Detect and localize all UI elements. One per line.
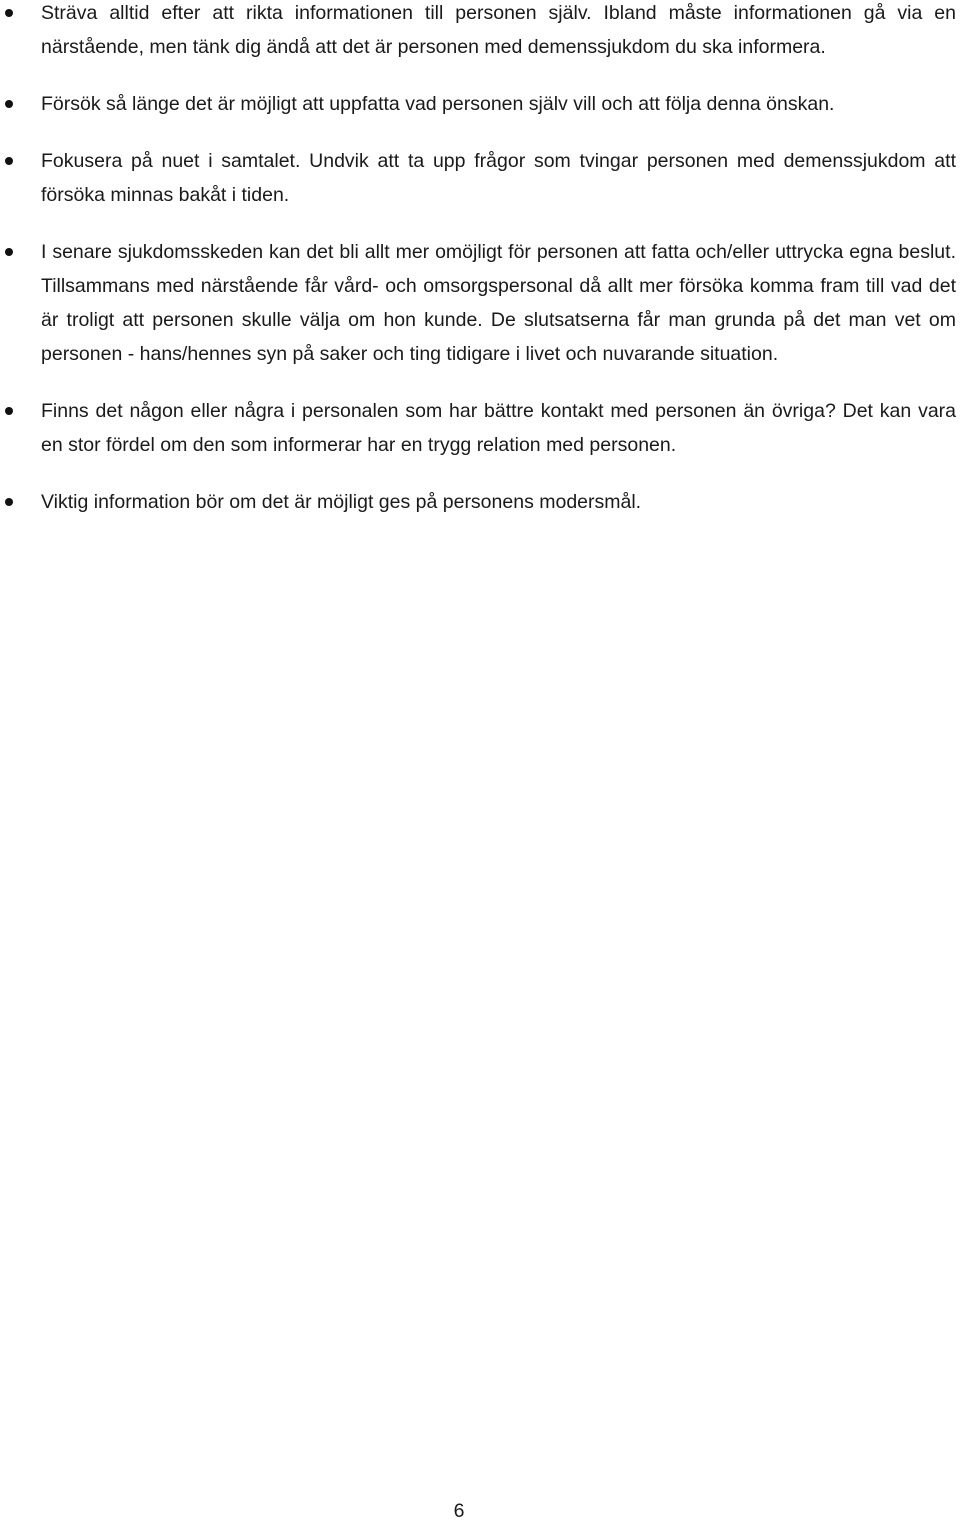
bullet-list — [0, 0, 960, 519]
bullet-icon — [5, 9, 13, 17]
list-item — [0, 0, 960, 64]
bullet-icon — [5, 498, 13, 506]
list-item-text: Fokusera på nuet i samtalet. Undvik att ta upp frågor som tvingar personen med demenssjukdom att försöka minnas bakåt i tiden. — [41, 150, 956, 206]
list-item-text: Finns det någon eller några i personalen som har bättre kontakt med personen än övriga? Det kan vara en stor fördel om den som informerar har en trygg relation med personen. — [41, 400, 956, 456]
list-item — [0, 144, 960, 212]
list-item-text: Försök så länge det är möjligt att uppfatta vad personen själv vill och att följa denna önskan. — [41, 93, 835, 115]
list-item-text: Viktig information bör om det är möjligt ges på personens modersmål. — [41, 491, 642, 513]
page-number: 6 — [453, 1500, 465, 1522]
bullet-icon — [5, 248, 13, 256]
list-item-text: I senare sjukdomsskeden kan det bli allt mer omöjligt för personen att fatta och/eller uttrycka egna beslut. Tillsammans med närstående får vård- och omsorgspersonal då allt mer försöka komma fram till vad det är troligt att personen skulle välja om hon kunde. De slutsatserna får man grunda på det man vet om personen - hans/hennes syn på saker och ting tidigare i livet och nuvarande situation. — [41, 241, 956, 365]
bullet-icon — [5, 407, 13, 415]
list-item — [0, 235, 960, 371]
list-item-text: Sträva alltid efter att rikta informationen till personen själv. Ibland måste informationen gå via en närstående, men tänk dig ändå att det är personen med demenssjukdom du ska informera. — [41, 2, 956, 58]
bullet-icon — [5, 100, 13, 108]
bullet-icon — [5, 157, 13, 165]
list-item — [0, 485, 960, 519]
list-item — [0, 394, 960, 462]
list-item — [0, 87, 960, 121]
